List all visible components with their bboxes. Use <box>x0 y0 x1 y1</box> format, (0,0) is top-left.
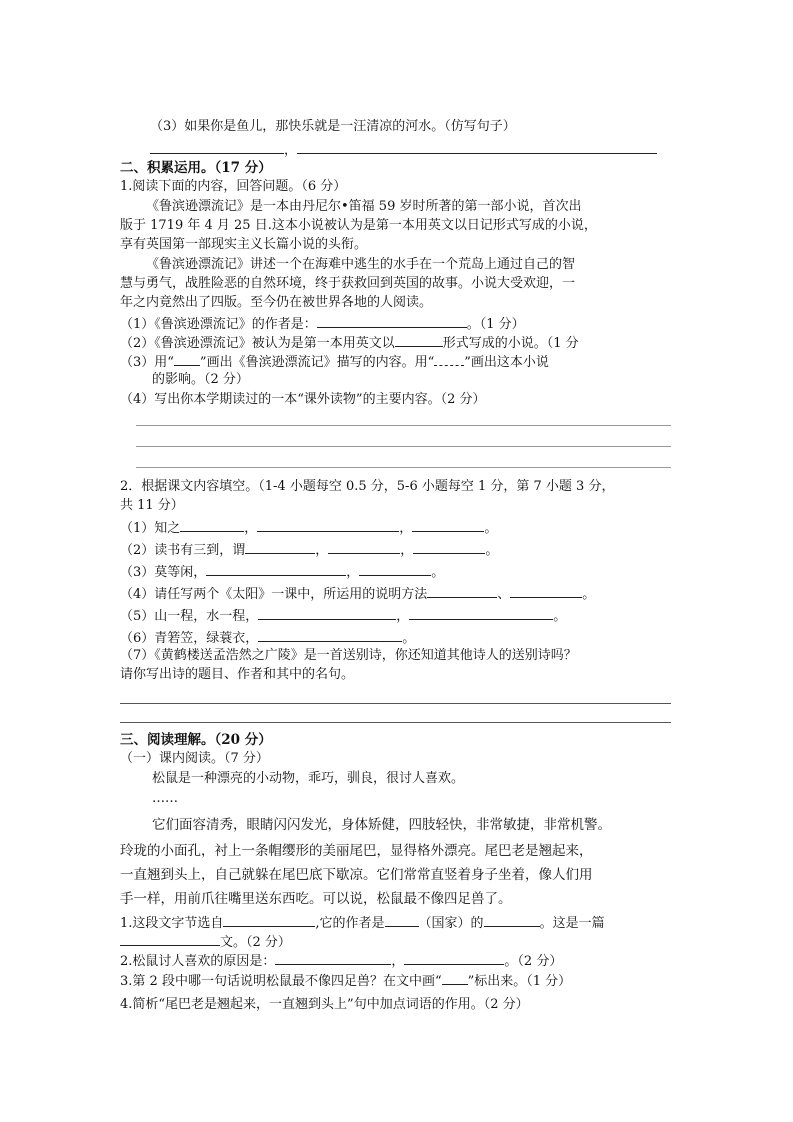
answer-line[interactable] <box>120 703 671 704</box>
sub1-score: 。（1 分） <box>466 317 525 332</box>
sub3-text-b: ”画出《鲁滨逊漂流记》描写的内容。用“ <box>199 355 435 370</box>
comma: ， <box>399 521 413 536</box>
section-2-title: 二、积累运用。（17 分） <box>120 160 272 176</box>
item2-blank-3[interactable] <box>413 540 485 554</box>
s3-q1 <box>120 913 605 933</box>
item1-blank-3[interactable] <box>412 518 484 532</box>
fill-item-1 <box>120 518 497 538</box>
fill-item-4 <box>120 584 595 604</box>
s2-q1-p2-line2: 慧与勇气，战胜险恶的自然环境，终于获救回到英国的故事。小说大受欢迎，一 <box>120 276 576 291</box>
q1-blank-1[interactable] <box>223 913 315 927</box>
q1-text-e: 文。（2 分） <box>220 935 291 950</box>
s2-q1-sub3-cont: 的影响。（2 分） <box>152 372 249 387</box>
item2-text: （2）读书有三到，谓 <box>120 543 246 558</box>
straight-line-sample <box>174 352 200 366</box>
s2-q1-p2-line1: 《鲁滨逊漂流记》讲述一个在海难中逃生的水手在一个荒岛上通过自己的智 <box>146 257 576 272</box>
s2-q1-p1-line1: 《鲁滨逊漂流记》是一本由丹尼尔•笛福 59 岁时所著的第一部小说，首次出 <box>146 199 582 214</box>
item2-blank-1[interactable] <box>245 540 315 554</box>
sub1-text: （1）《鲁滨逊漂流记》的作者是： <box>120 317 317 332</box>
q3-prompt: （3）如果你是鱼儿，那快乐就是一汪清凉的河水。（仿写句子） <box>150 119 516 134</box>
q2-blank-1[interactable] <box>275 951 391 965</box>
item3-text: （3）莫等闲， <box>120 565 207 580</box>
section-3-title: 三、阅读理解。（20 分） <box>120 732 272 748</box>
s2-q1-sub2 <box>120 333 579 353</box>
item1-text: （1）知之 <box>120 521 181 536</box>
q3-answer-row <box>150 140 657 160</box>
s2-q2-intro-line2: 共 11 分） <box>120 498 184 513</box>
period: 。 <box>402 631 416 646</box>
s3-ellipsis: …… <box>152 791 178 806</box>
sub3-text-a: （3）用“ <box>120 355 174 370</box>
s3-para-line2: 玲珑的小面孔，衬上一条帽缨形的美丽尾巴，显得格外漂亮。尾巴老是翘起来， <box>120 843 593 859</box>
fill-item-2 <box>120 540 498 560</box>
s2-q1-p1-line2: 版于 1719 年 4 月 25 日.这本小说被认为是第一本用英文以日记形式写成的小说， <box>120 218 597 233</box>
s3-para-line3: 一直翘到头上，自己就躲在尾巴底下歇凉。它们常常直竖着身子坐着，像人们用 <box>120 867 593 883</box>
comma: ， <box>284 143 298 158</box>
answer-line[interactable] <box>136 467 671 468</box>
period: 。 <box>431 565 445 580</box>
fill-item-3 <box>120 562 444 582</box>
answer-line[interactable] <box>120 722 671 723</box>
comma: ， <box>396 609 410 624</box>
item3-blank-1[interactable] <box>206 562 346 576</box>
dun-comma: 、 <box>497 587 511 602</box>
s3-q4: 4.简析“尾巴老是翘起来，一直翘到头上”句中加点词语的作用。（2 分） <box>120 997 529 1012</box>
s2-q1-p1-line3: 享有英国第一部现实主义长篇小说的头衔。 <box>120 237 368 252</box>
s2-q2-intro-line1: 2．根据课文内容填空。（1-4 小题每空 0.5 分，5-6 小题每空 1 分，第 7 小题 3 分， <box>120 479 615 494</box>
item6-text: （6）青箬笠，绿蓑衣， <box>120 631 259 646</box>
item4-blank-2[interactable] <box>510 584 582 598</box>
s3-para-line1: 它们面容清秀，眼睛闪闪发光，身体矫健，四肢轻快，非常敏捷，非常机警。 <box>152 817 611 833</box>
q1-blank-4[interactable] <box>120 932 220 946</box>
q2-blank-2[interactable] <box>404 951 504 965</box>
q3-blank-2[interactable] <box>297 140 657 154</box>
q3-blank-1[interactable] <box>150 140 284 154</box>
s3-para-line4: 手一样，用前爪往嘴里送东西吃。可以说，松鼠最不像四足兽了。 <box>120 891 512 907</box>
item5-blank-2[interactable] <box>409 606 553 620</box>
q3-text-a: 3.第 2 段中哪一句话说明松鼠最不像四足兽？在文中画“ <box>120 974 442 989</box>
s3-line1: 松鼠是一种漂亮的小动物，乖巧，驯良，很讨人喜欢。 <box>152 771 465 786</box>
sub3-text-c: ”画出这本小说 <box>464 355 549 370</box>
answer-line[interactable] <box>136 446 671 447</box>
q3-text-b: ”标出来。（1 分） <box>467 974 572 989</box>
fill-item-7-line2: 请你写出诗的题目、作者和其中的名句。 <box>120 667 355 682</box>
item3-blank-2[interactable] <box>359 562 431 576</box>
fill-item-6 <box>120 628 415 648</box>
q1-blank-2[interactable] <box>385 913 419 927</box>
q1-text-c: （国家）的 <box>418 916 484 931</box>
s2-q1-sub1 <box>120 314 525 334</box>
s3-q1-cont <box>120 932 291 952</box>
period: 。 <box>485 543 499 558</box>
comma: ， <box>346 565 360 580</box>
q1-text-a: 1.这段文字节选自 <box>120 916 224 931</box>
s2-q1-sub3 <box>120 352 549 372</box>
s2-q1-sub4: （4）写出你本学期读过的一本“课外读物”的主要内容。（2 分） <box>120 392 486 407</box>
sub1-blank[interactable] <box>317 314 467 328</box>
sub2-score: 形式写成的小说。（1 分 <box>442 336 579 351</box>
s3-q3 <box>120 971 571 991</box>
wavy-line-sample <box>434 353 464 366</box>
q1-text-d: 。这是一篇 <box>539 916 605 931</box>
comma: ， <box>391 954 405 969</box>
period: 。 <box>484 521 498 536</box>
comma: ， <box>400 543 414 558</box>
s3-q2 <box>120 951 562 971</box>
item5-text: （5）山一程，水一程， <box>120 609 259 624</box>
q2-score: 。（2 分） <box>504 954 563 969</box>
item5-blank-1[interactable] <box>258 606 396 620</box>
item1-blank-2[interactable] <box>257 518 399 532</box>
item6-blank[interactable] <box>258 628 402 642</box>
comma: ， <box>315 543 329 558</box>
fill-item-7-line1: （7）《黄鹤楼送孟浩然之广陵》是一首送别诗，你还知道其他诗人的送别诗吗？ <box>120 648 577 663</box>
q3-line-sample <box>442 971 468 985</box>
comma: ， <box>244 521 258 536</box>
item4-text: （4）请任写两个《太阳》一课中，所运用的说明方法 <box>120 587 428 602</box>
q1-blank-3[interactable] <box>484 913 540 927</box>
item2-blank-2[interactable] <box>328 540 400 554</box>
fill-item-5 <box>120 606 566 626</box>
period: 。 <box>582 587 596 602</box>
s2-q1-p2-line3: 年之内竟然出了四版。至今仍在被世界各地的人阅读。 <box>120 295 433 310</box>
s3-sub-title: （一）课内阅读。（7 分） <box>120 751 269 766</box>
sub2-blank[interactable] <box>395 333 443 347</box>
q1-text-b: ,它的作者是 <box>315 916 385 931</box>
sub2-text: （2）《鲁滨逊漂流记》被认为是第一本用英文以 <box>120 336 395 351</box>
item4-blank-1[interactable] <box>427 584 497 598</box>
q2-text: 2.松鼠讨人喜欢的原因是： <box>120 954 276 969</box>
item1-blank-1[interactable] <box>180 518 244 532</box>
period: 。 <box>553 609 567 624</box>
answer-line[interactable] <box>136 425 671 426</box>
s2-q1-intro: 1.阅读下面的内容，回答问题。（6 分） <box>120 179 347 194</box>
